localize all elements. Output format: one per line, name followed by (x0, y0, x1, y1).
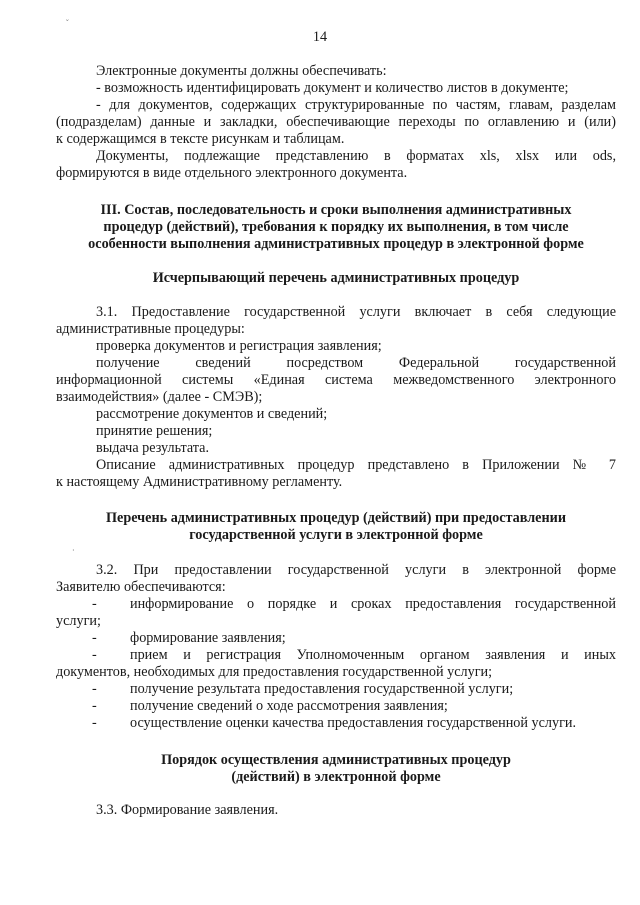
intro-item-2-line-2: (подразделам) данные и закладки, обеспечивающие переходы по оглавлению и (или) (56, 114, 616, 130)
formats-line-2: формируются в виде отдельного электронного документа. (56, 165, 408, 181)
exhaustive-heading: Исчерпывающий перечень административных процедур (152, 270, 520, 286)
list-item-text: прием и регистрация Уполномоченным органом заявления и иных (130, 647, 616, 663)
description-line-1: Описание административных процедур представлено в Приложении № 7 (96, 457, 616, 473)
list-item: - получение сведений о ходе рассмотрения заявления; (56, 698, 616, 715)
order-heading-line-2: (действий) в электронной форме (231, 769, 441, 785)
intro-item-1: - возможность идентифицировать документ и количество листов в документе; (96, 80, 569, 96)
order-heading-line-1: Порядок осуществления административных процедур (161, 752, 511, 768)
section-3-title-line-1: III. Состав, последовательность и сроки выполнения административных (100, 202, 572, 218)
scan-mark: · (72, 546, 75, 555)
list-item: - получение результата предоставления государственной услуги; (56, 681, 616, 698)
procedure-2-line-2: информационной системы «Единая система межведомственного электронного (56, 372, 616, 388)
list-item: - прием и регистрация Уполномоченным органом заявления и иных (92, 647, 616, 663)
section-3-title (56, 202, 616, 253)
list-item-text: осуществление оценки качества предоставления государственной услуги. (130, 715, 577, 731)
clause-3-1-line-2: административные процедуры: (56, 321, 245, 337)
formats-line-1: Документы, подлежащие представлению в форматах xls, xlsx или ods, (96, 148, 616, 164)
clause-3-1-line-1: 3.1. Предоставление государственной услуги включает в себя следующие (96, 304, 616, 320)
intro-item-2-line-1: - для документов, содержащих структурированные по частям, главам, разделам (96, 97, 616, 113)
list-item-text: получение результата предоставления государственной услуги; (130, 681, 514, 697)
procedure-2-line-1: получение сведений посредством Федеральной государственной (96, 355, 616, 371)
intro-section (56, 63, 616, 182)
clause-3-2-line-2: Заявителю обеспечиваются: (56, 579, 226, 595)
electronic-heading-line-2: государственной услуги в электронной форме (189, 527, 483, 543)
clause-3-2-line-1: 3.2. При предоставлении государственной услуги в электронной форме (96, 562, 616, 578)
clause-3-3-line: 3.3. Формирование заявления. (96, 802, 279, 818)
list-item-continuation: услуги; (56, 613, 101, 629)
page-number: 14 (312, 29, 328, 45)
procedure-5: выдача результата. (96, 440, 210, 456)
list-item: - информирование о порядке и сроках предоставления государственной (92, 596, 616, 612)
intro-item-2-line-3: к содержащимся в тексте рисункам и таблицам. (56, 131, 345, 147)
list-item: - осуществление оценки качества предоставления государственной услуги. (56, 715, 616, 732)
intro-lead: Электронные документы должны обеспечивать: (96, 63, 387, 79)
clause-3-2 (56, 562, 616, 732)
order-heading (56, 752, 616, 786)
list-item-continuation: документов, необходимых для предоставления государственной услуги; (56, 664, 493, 680)
procedure-3: рассмотрение документов и сведений; (96, 406, 328, 422)
procedure-4: принятие решения; (96, 423, 213, 439)
list-item-text: получение сведений о ходе рассмотрения заявления; (130, 698, 448, 714)
electronic-heading (56, 510, 616, 544)
list-item-text: формирование заявления; (130, 630, 286, 646)
procedure-2-line-3: взаимодействия» (далее - СМЭВ); (56, 389, 263, 405)
scan-mark: ˘ (66, 18, 69, 27)
list-item-text: информирование о порядке и сроках предоставления государственной (130, 596, 616, 612)
clause-3-3 (56, 802, 616, 819)
description-line-2: к настоящему Административному регламенту. (56, 474, 343, 490)
electronic-heading-line-1: Перечень административных процедур (действий) при предоставлении (106, 510, 566, 526)
list-item: - формирование заявления; (56, 630, 616, 647)
section-3-title-line-3: особенности выполнения административных процедур в электронной форме (88, 236, 584, 252)
section-3-title-line-2: процедур (действий), требования к порядку их выполнения, в том числе (103, 219, 569, 235)
clause-3-1 (56, 304, 616, 491)
procedure-1: проверка документов и регистрация заявления; (96, 338, 382, 354)
